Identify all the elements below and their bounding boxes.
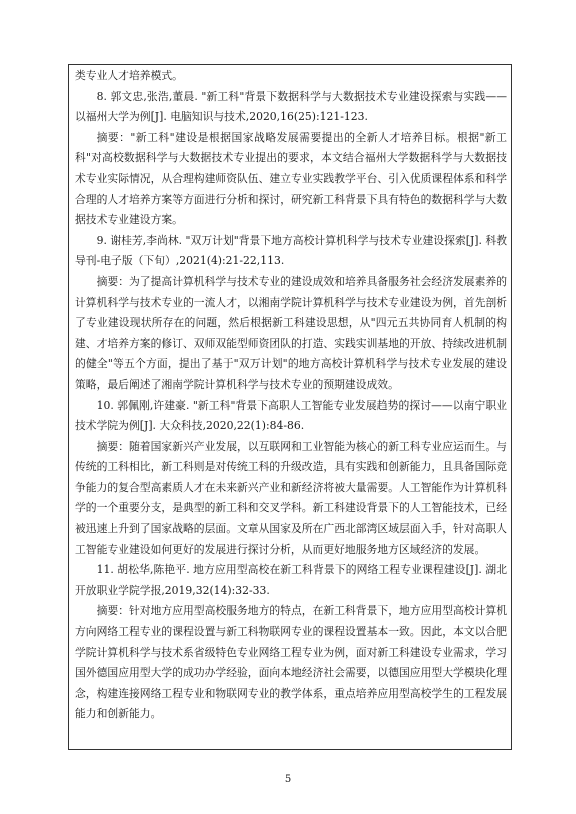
- reference-9-abstract: 摘要：为了提高计算机科学与技术专业的建设成效和培养具备服务社会经济发展素养的计算机科学与技术专业的一流人才，以湘南学院计算机科学与技术专业建设为例，首先剖析了专业建设现状所存在的问题，然后根据新工科建设思想，从"四元五共协同育人机制的构建、才培养方案的修订、双师双能型师资团队的打造、实践实训基地的开放、持续改进机制的健全"等五个方面，提出了基于"双万计划"的地方高校计算机科学与技术专业发展的建设策略，最后阐述了湘南学院计算机科学与技术专业的预期建设成效。: [75, 274, 507, 391]
- lead-in-text: 类专业人才培养模式。: [75, 69, 183, 82]
- reference-11-citation: 11. 胡松华,陈艳平. 地方应用型高校在新工科背景下的网络工程专业课程建设[J]. 湖北开放职业学院学报,2019,32(14):32-33.: [75, 563, 507, 597]
- document-body: [75, 66, 507, 725]
- reference-10-citation: 10. 郭佩刚,许建豪. "新工科"背景下高职人工智能专业发展趋势的探讨——以南宁职业技术学院为例[J]. 大众科技,2020,22(1):84-86.: [75, 398, 507, 433]
- reference-8-citation: 8. 郭文忠,张浩,董晨. "新工科"背景下数据科学与大数据技术专业建设探索与实践——以福州大学为例[J]. 电脑知识与技术,2020,16(25):121-123.: [75, 89, 507, 124]
- reference-9-citation: 9. 谢桂芳,李尚林. "双万计划"背景下地方高校计算机科学与技术专业建设探索[J]. 科教导刊-电子版（下旬）,2021(4):21-22,113.: [75, 233, 507, 268]
- reference-8-abstract: 摘要："新工科"建设是根据国家战略发展需要提出的全新人才培养目标。根据"新工科"对高校数据科学与大数据技术专业提出的要求，本文结合福州大学数据科学与大数据技术专业实际情况，从合理构建师资队伍、建立专业实践教学平台、引入优质课程体系和科学合理的人才培养方案等方面进行分析和探讨，研究新工科背景下具有特色的数据科学与大数据技术专业建设方案。: [75, 130, 507, 227]
- reference-11-abstract: 摘要：针对地方应用型高校服务地方的特点，在新工科背景下，地方应用型高校计算机方向网络工程专业的课程设置与新工科物联网专业的课程设置基本一致。因此，本文以合肥学院计算机科学与技术系省级特色专业网络工程专业为例，面对新工科建设专业需求，学习国外德国应用型大学的成功办学经验，面向本地经济社会需要，以德国应用型大学模块化理念，构建连接网络工程专业和物联网专业的教学体系，重点培养应用型高校学生的工程发展能力和创新能力。: [75, 604, 507, 721]
- page-number: 5: [284, 774, 292, 785]
- reference-10-abstract: 摘要：随着国家新兴产业发展，以互联网和工业智能为核心的新工科专业应运而生。与传统的工科相比，新工科则是对传统工科的升级改造，具有实践和创新能力，且具备国际竞争能力的复合型高素质人才在未来新兴产业和新经济将被大量需要。人工智能作为计算机科学的一个重要分支，是典型的新工科和交叉学科。新工科建设背景下的人工智能技术，已经被迅速上升到了国家战略的层面。文章从国家及所在广西北部湾区域层面入手，针对高职人工智能专业建设如何更好的发展进行探讨分析，从而更好地服务地方区域经济的发展。: [75, 439, 507, 556]
